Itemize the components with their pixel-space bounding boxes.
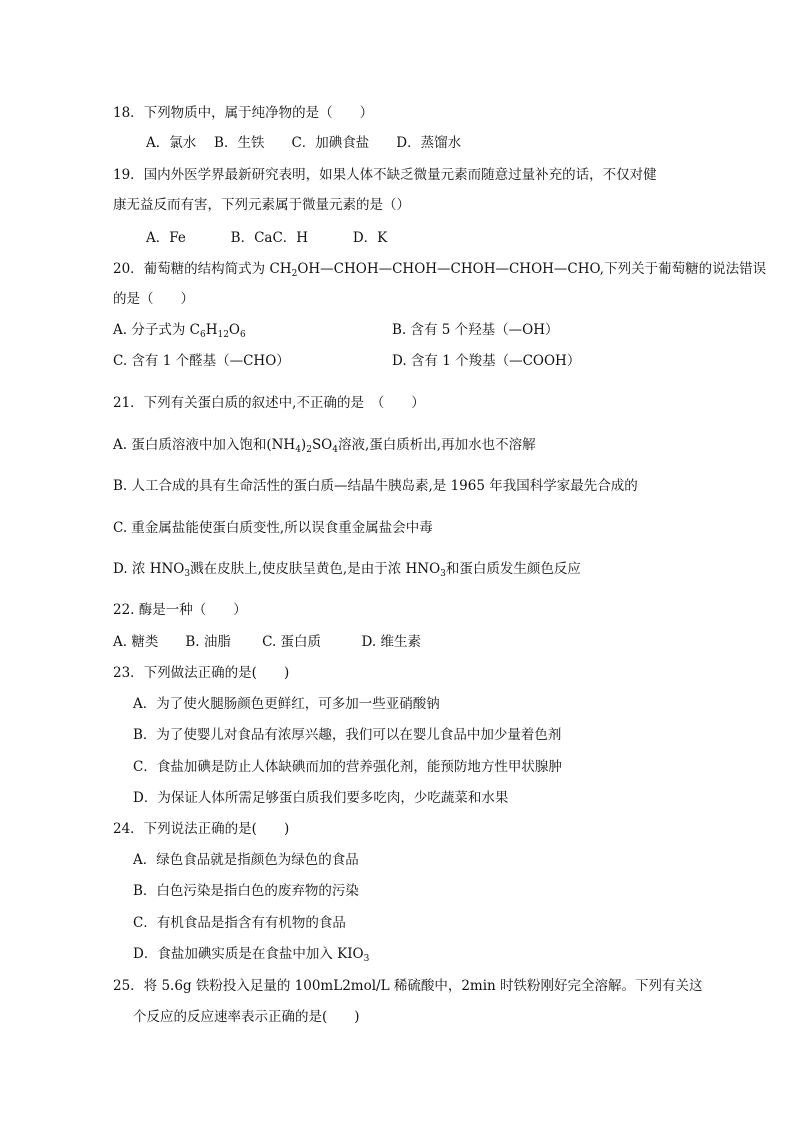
q21-option-b: B. 人工合成的具有生命活性的蛋白质—结晶牛胰岛素,是 1965 年我国科学家最先合成的 bbox=[113, 478, 638, 494]
q25-stem-line2: 个反应的反应速率表示正确的是( ) bbox=[133, 1009, 360, 1025]
q20-option-b: B. 含有 5 个羟基（—OH） bbox=[392, 322, 559, 338]
q19-stem-line2: 康无益反而有害，下列元素属于微量元素的是（） bbox=[113, 197, 410, 213]
q23-option-b: B．为了使婴儿对食品有浓厚兴趣，我们可以在婴儿食品中加少量着色剂 bbox=[133, 727, 562, 743]
q22-stem: 22. 酶是一种（ ） bbox=[113, 602, 247, 618]
q21-option-a: A. 蛋白质溶液中加入饱和$(NH_4)_2SO_4$溶液,蛋白质析出,再加水也不溶解 bbox=[113, 437, 536, 455]
q19-options: A．Fe B．CaC．H D．K bbox=[146, 230, 388, 246]
q20-stem-line1: 20．葡萄糖的结构简式为 $CH_2OH—CHOH—CHOH—CHOH—CHOH—CHO$,下列关于葡萄糖的说法错误 bbox=[113, 261, 767, 279]
q19-stem-line1: 19．国内外医学界最新研究表明，如果人体不缺乏微量元素而随意过量补充的话，不仅对健 bbox=[113, 167, 657, 183]
q23-option-c: C．食盐加碘是防止人体缺碘而加的营养强化剂，能预防地方性甲状腺肿 bbox=[133, 759, 562, 775]
q25-stem-line1: 25．将 5.6g 铁粉投入足量的 100mL2mol/L 稀硫酸中，2min 时铁粉刚好完全溶解。下列有关这 bbox=[113, 978, 703, 994]
q24-option-d: D．食盐加碘实质是在食盐中加入 $KIO_3$ bbox=[133, 946, 370, 964]
q20-stem-line2: 的是（ ） bbox=[113, 291, 194, 307]
q23-option-d: D．为保证人体所需足够蛋白质我们要多吃肉，少吃蔬菜和水果 bbox=[133, 790, 509, 806]
q24-option-a: A．绿色食品就是指颜色为绿色的食品 bbox=[133, 852, 359, 868]
q24-stem: 24．下列说法正确的是( ) bbox=[113, 821, 290, 837]
q20-option-d: D. 含有 1 个羧基（—COOH） bbox=[392, 353, 581, 369]
q23-option-a: A．为了使火腿肠颜色更鲜红，可多加一些亚硝酸钠 bbox=[133, 696, 440, 712]
q18-stem: 18．下列物质中，属于纯净物的是（ ） bbox=[113, 105, 374, 121]
q21-stem: 21．下列有关蛋白质的叙述中,不正确的是 （ ） bbox=[113, 395, 425, 411]
q24-option-c: C．有机食品是指含有有机物的食品 bbox=[133, 915, 346, 931]
q24-option-b: B．白色污染是指白色的废弃物的污染 bbox=[133, 883, 359, 899]
q20-option-a: A. 分子式为 $C_6H_{12}O_6$ bbox=[113, 322, 246, 340]
q18-options: A．氯水 B．生铁 C．加碘食盐 D．蒸馏水 bbox=[146, 135, 462, 151]
q21-option-d: D. 浓 $HNO_3$溅在皮肤上,使皮肤呈黄色,是由于浓 $HNO_3$和蛋白质发生颜色反应 bbox=[113, 561, 581, 579]
q22-options: A. 糖类 B. 油脂 C. 蛋白质 D. 维生素 bbox=[113, 634, 421, 650]
q20-option-c: C. 含有 1 个醛基（—CHO） bbox=[113, 353, 290, 369]
q21-option-c: C. 重金属盐能使蛋白质变性,所以误食重金属盐会中毒 bbox=[113, 520, 433, 536]
q23-stem: 23．下列做法正确的是( ) bbox=[113, 665, 290, 681]
